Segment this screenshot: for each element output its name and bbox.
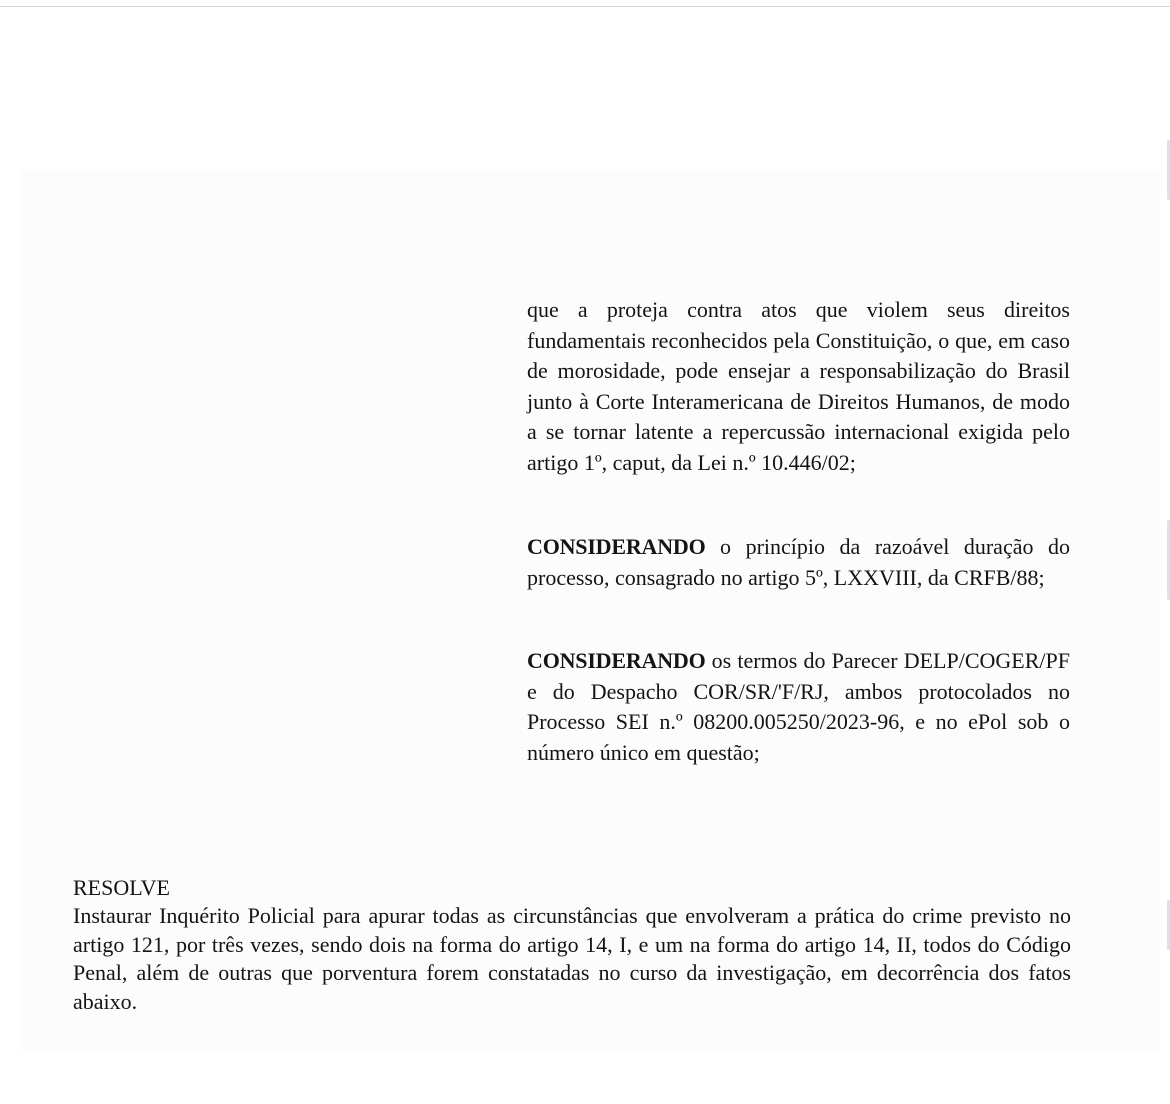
considerando-text: o princípio da razoável duração do processo, consagrado no artigo 5º, LXXVIII, da CRFB/88; [527,534,1070,590]
considerando-keyword: CONSIDERANDO [527,534,706,559]
considerando-paragraph-2 [527,646,1070,768]
considerando-keyword: CONSIDERANDO [527,648,706,673]
resolve-paragraph: Instaurar Inquérito Policial para apurar todas as circunstâncias que envolveram a prática do crime previsto no artigo 121, por três vezes, sendo dois na forma do artigo 14, I, e um na forma do artigo 14, II, todos do Código Penal, além de outras que porventura forem constatadas no curso da investigação, em decorrência dos fatos abaixo. [73,903,1071,1015]
paragraph-continuation: que a proteja contra atos que violem seus direitos fundamentais reconhecidos pela Constituição, o que, em caso de morosidade, pode ensejar a responsabilização do Brasil junto à Corte Interamericana de Direitos Humanos, de modo a se tornar latente a repercussão internacional exigida pelo artigo 1º, caput, da Lei n.º 10.446/02; [527,297,1070,475]
considerando-text: os termos do Parecer DELP/COGER/PF e do Despacho COR/SR/'F/RJ, ambos protocolados no Processo SEI n.º 08200.005250/2023-96, e no ePol sob o número único em questão; [527,648,1070,765]
resolve-heading: RESOLVE [73,875,170,900]
top-divider [0,6,1170,7]
considerando-paragraph-1 [527,532,1070,593]
